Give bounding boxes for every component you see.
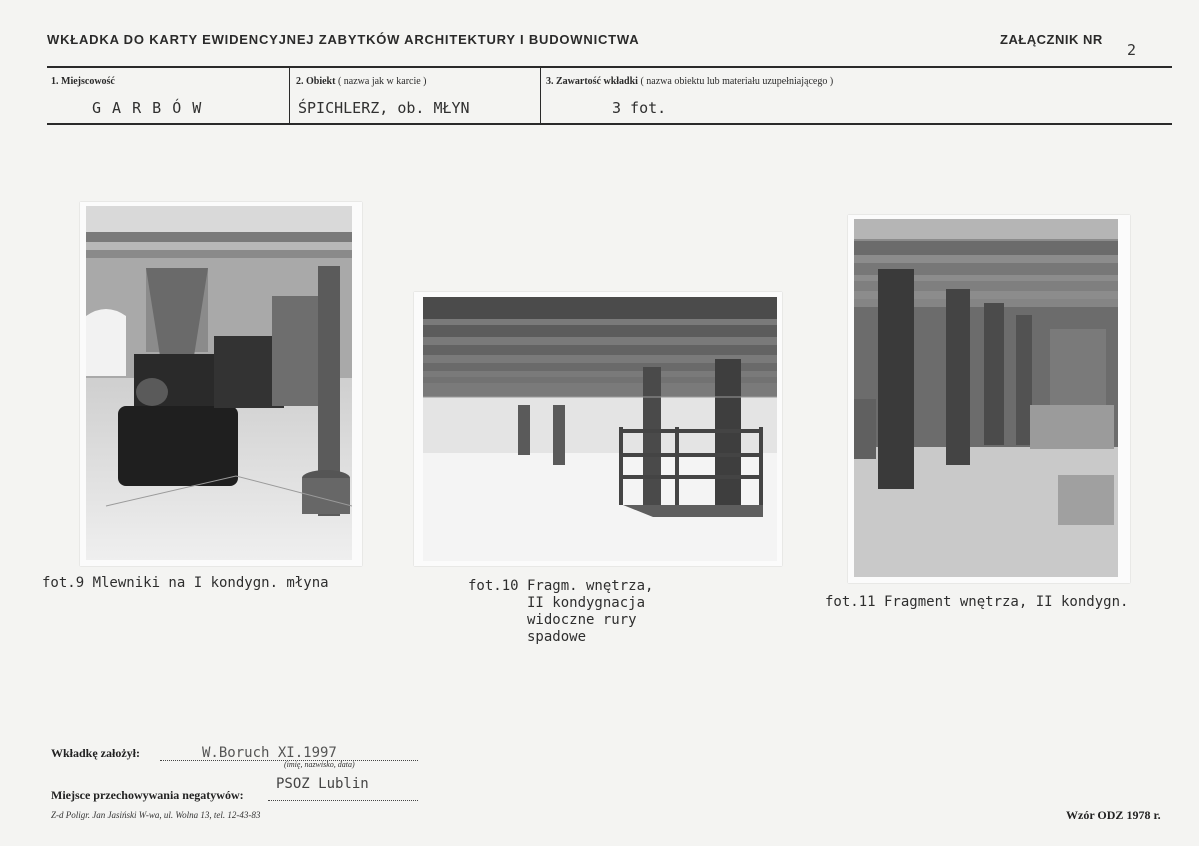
contents-label-group xyxy=(546,76,833,87)
locality-value: G A R B Ó W xyxy=(92,99,203,117)
table-top-rule xyxy=(47,66,1172,68)
photo-9 xyxy=(80,202,362,566)
form-title: WKŁADKA DO KARTY EWIDENCYJNEJ ZABYTKÓW ARCHITEKTURY I BUDOWNICTWA xyxy=(47,32,640,47)
photo-9-caption: fot.9 Mlewniki na I kondygn. młyna xyxy=(42,575,329,591)
storage-label: Miejsce przechowywania negatywów: xyxy=(51,788,244,802)
created-label: Wkładkę założył: xyxy=(51,746,140,760)
photo-10-image xyxy=(423,297,777,561)
storage-dotted-line xyxy=(268,800,418,801)
column-divider xyxy=(540,66,541,124)
column-divider xyxy=(289,66,290,124)
locality-label: 1. Miejscowość xyxy=(51,76,115,87)
photo-9-image xyxy=(86,206,352,560)
photo-11 xyxy=(848,215,1130,583)
photo-10-caption: fot.10 Fragm. wnętrza, II kondygnacja widoczne rury spadowe xyxy=(468,578,654,645)
printer-info: Z-d Poligr. Jan Jasiński W-wa, ul. Wolna 13, tel. 12-43-83 xyxy=(51,810,261,820)
photo-11-caption: fot.11 Fragment wnętrza, II kondygn. xyxy=(825,594,1129,610)
created-value: W.Boruch XI.1997 xyxy=(202,745,337,761)
created-note: (imię, nazwisko, data) xyxy=(284,760,355,769)
annex-number: 2 xyxy=(1127,41,1137,59)
annex-label: ZAŁĄCZNIK NR xyxy=(1000,32,1103,47)
object-label-group xyxy=(296,76,427,87)
object-note: ( nazwa jak w karcie ) xyxy=(337,76,427,87)
contents-note: ( nazwa obiektu lub materiału uzupełniającego ) xyxy=(640,76,834,87)
object-value: ŚPICHLERZ, ob. MŁYN xyxy=(298,99,470,117)
storage-value: PSOZ Lublin xyxy=(276,776,369,792)
table-bottom-rule xyxy=(47,123,1172,125)
photo-10 xyxy=(414,292,782,566)
contents-value: 3 fot. xyxy=(612,99,667,117)
object-label: 2. Obiekt xyxy=(296,76,336,87)
contents-label: 3. Zawartość wkładki xyxy=(546,76,638,87)
photo-11-image xyxy=(854,219,1118,577)
form-pattern: Wzór ODZ 1978 r. xyxy=(1066,808,1161,822)
